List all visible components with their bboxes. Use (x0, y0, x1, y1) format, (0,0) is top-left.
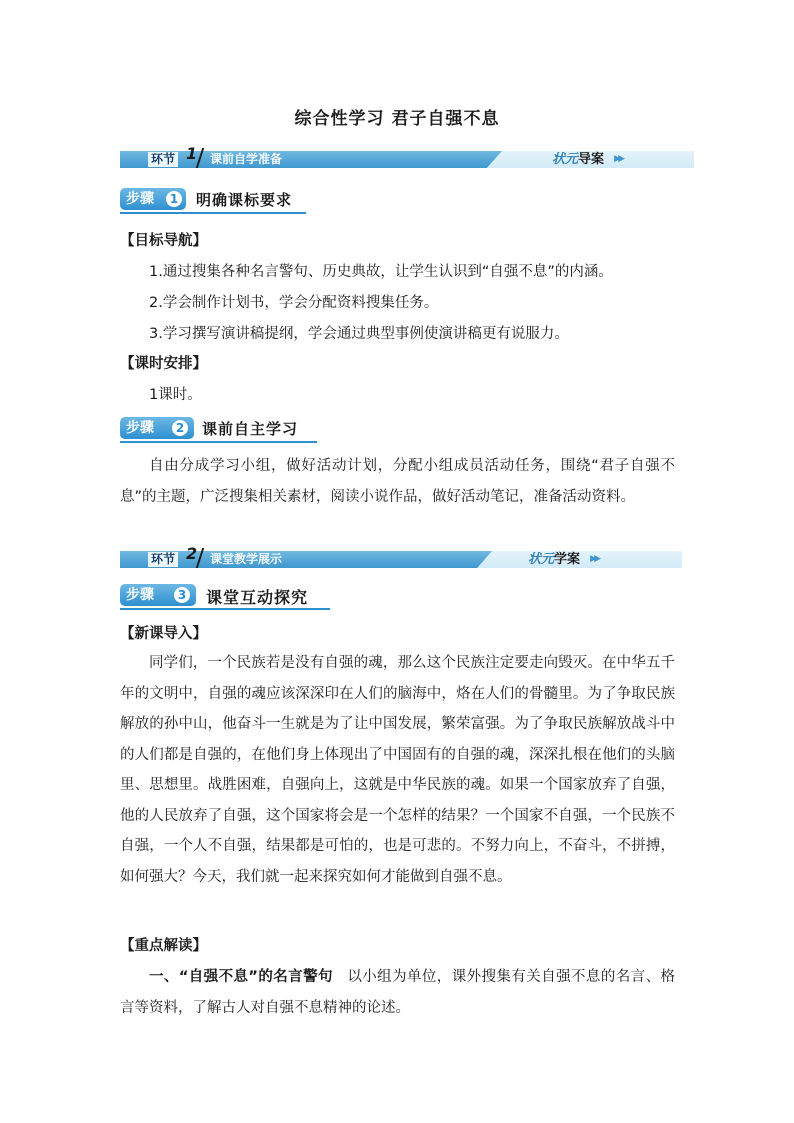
double-arrow-icon: ▶▶ (590, 554, 598, 564)
banner-number: 1 (186, 144, 198, 163)
key-points-paragraph (120, 962, 675, 1023)
banner-label: 课堂教学展示 (210, 552, 283, 566)
step-underline (120, 441, 317, 443)
step-underline (120, 212, 306, 214)
banner-right-text (552, 151, 604, 168)
banner-number: 2 (186, 544, 198, 563)
banner-huanjie: 环节 (148, 152, 178, 167)
step-number-badge: 1 (166, 191, 182, 207)
banner-right-prefix: 状元 (551, 152, 578, 167)
banner-right-suffix: 导案 (577, 152, 604, 167)
step-prefix: 步骤 (126, 587, 154, 603)
section-banner-1 (120, 144, 694, 168)
double-arrow-icon: ▶▶ (614, 154, 622, 164)
goal-item: 3.学习撰写演讲稿提纲，学会通过典型事例使演讲稿更有说服力。 (149, 326, 569, 342)
intro-paragraph: 同学们，一个民族若是没有自强的魂，那么这个民族注定要走向毁灭。在中华五千年的文明中，自强的魂应该深深印在人们的脑海中，烙在人们的骨髓里。为了争取民族解放的孙中山，他奋斗一生就是为了让中国发展，繁荣富强。为了争取民族解放战斗中的人们都是自强的，在他们身上体现出了中国固有的自强的魂，深深扎根在他们的头脑里、思想里。战胜困难，自强向上，这就是中华民族的魂。如果一个国家放弃了自强，他的人民放弃了自强，这个国家将会是一个怎样的结果？一个国家不自强，一个民族不自强，一个人不自强，结果都是可怕的，也是可悲的。不努力向上，不奋斗，不拼搏，如何强大？今天，我们就一起来探究如何才能做到自强不息。 (120, 655, 675, 885)
schedule-text: 1课时。 (149, 387, 202, 403)
step-prefix: 步骤 (126, 191, 154, 207)
step-number-badge: 3 (174, 587, 190, 603)
page-title: 综合性学习 君子自强不息 (294, 109, 500, 129)
section-banner-2 (120, 544, 682, 568)
key-points-lead: 一、“自强不息”的名言警句 (149, 969, 333, 985)
goals-heading: 【目标导航】 (120, 233, 207, 249)
step-number-badge: 2 (172, 420, 188, 436)
key-points-text: 以小组为单位，课外搜集有关自强不息的名言、格言等资料，了解古人对自强不息精神的论述。 (120, 969, 675, 1016)
intro-heading: 【新课导入】 (120, 626, 207, 642)
goal-item: 1.通过搜集各种名言警句、历史典故，让学生认识到“自强不息”的内涵。 (149, 264, 613, 280)
key-points-heading: 【重点解读】 (120, 938, 207, 954)
step2-paragraph: 自由分成学习小组，做好活动计划，分配小组成员活动任务，围绕“君子自强不息”的主题，广泛搜集相关素材，阅读小说作品，做好活动笔记，准备活动资料。 (120, 458, 675, 505)
banner-right-prefix: 状元 (527, 552, 554, 567)
banner-label: 课前自学准备 (210, 152, 283, 166)
step-title: 课堂互动探究 (206, 588, 309, 607)
step-title: 课前自主学习 (202, 420, 299, 438)
schedule-heading: 【课时安排】 (120, 356, 207, 372)
step-title: 明确课标要求 (196, 191, 293, 209)
banner-right-text (528, 551, 580, 568)
goal-item: 2.学会制作计划书，学会分配资料搜集任务。 (149, 295, 439, 311)
step-prefix: 步骤 (126, 420, 154, 436)
step-underline (120, 608, 330, 610)
banner-huanjie: 环节 (148, 552, 178, 567)
banner-right-suffix: 学案 (553, 552, 580, 567)
